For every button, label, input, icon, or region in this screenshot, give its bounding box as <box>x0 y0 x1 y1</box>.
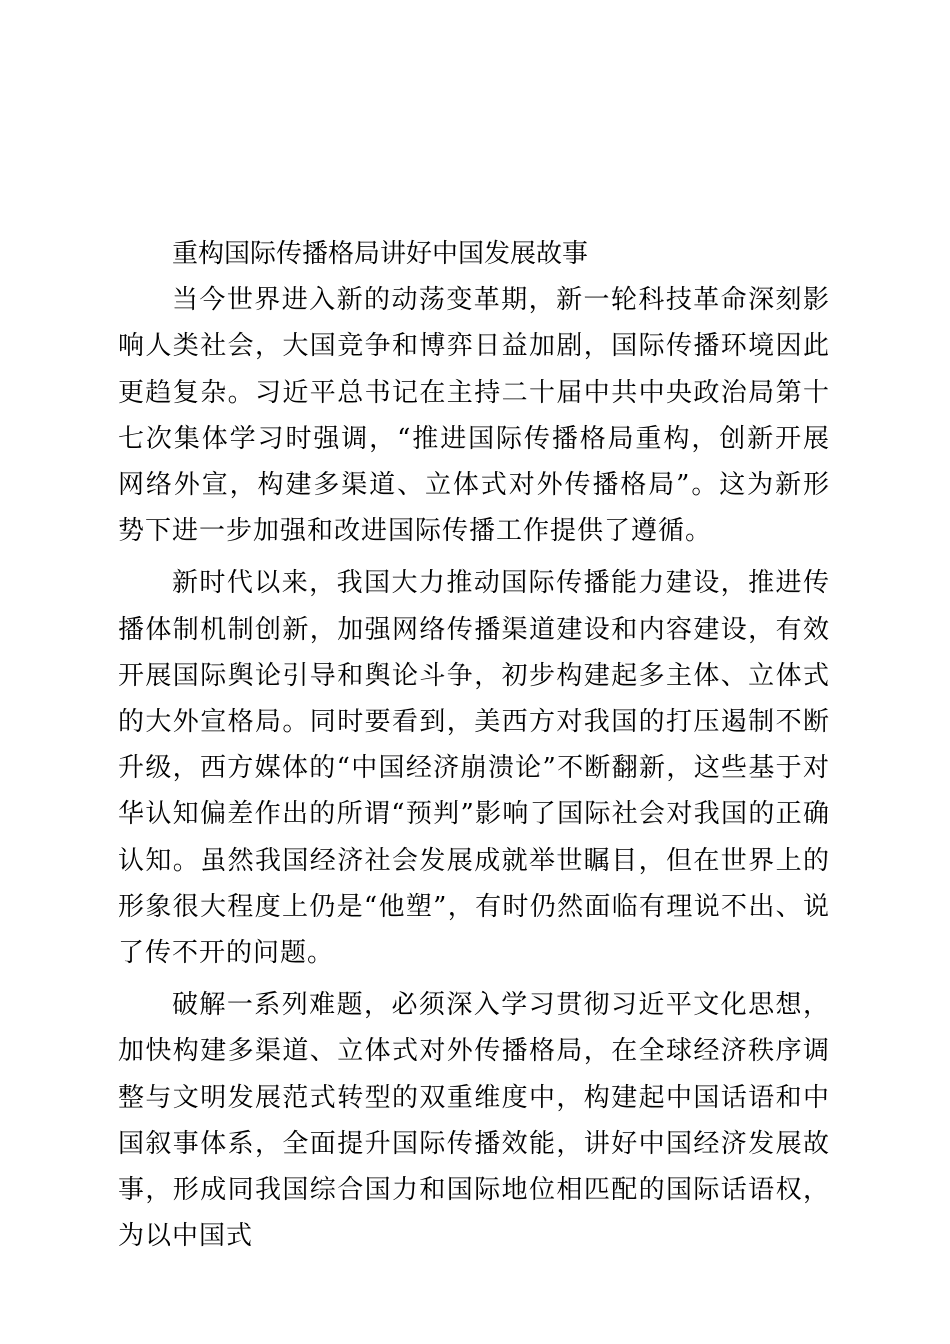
paragraph-3: 破解一系列难题，必须深入学习贯彻习近平文化思想，加快构建多渠道、立体式对外传播格局，在全球经济秩序调整与文明发展范式转型的双重维度中，构建起中国话语和中国叙事体系，全面提升国际传播效能，讲好中国经济发展故事，形成同我国综合国力和国际地位相匹配的国际话语权，为以中国式 <box>118 990 830 1252</box>
paragraph-2: 新时代以来，我国大力推动国际传播能力建设，推进传播体制机制创新，加强网络传播渠道建设和内容建设，有效开展国际舆论引导和舆论斗争，初步构建起多主体、立体式的大外宣格局。同时要看到，美西方对我国的打压遏制不断升级，西方媒体的“中国经济崩溃论”不断翻新，这些基于对华认知偏差作出的所谓“预判”影响了国际社会对我国的正确认知。虽然我国经济社会发展成就举世瞩目，但在世界上的形象很大程度上仍是“他塑”，有时仍然面临有理说不出、说了传不开的问题。 <box>118 568 830 969</box>
document-body <box>118 231 830 1259</box>
document-title: 重构国际传播格局讲好中国发展故事 <box>172 239 589 269</box>
paragraph-1: 当今世界进入新的动荡变革期，新一轮科技革命深刻影响人类社会，大国竞争和博弈日益加剧，国际传播环境因此更趋复杂。习近平总书记在主持二十届中共中央政治局第十七次集体学习时强调，“推进国际传播格局重构，创新开展网络外宣，构建多渠道、立体式对外传播格局”。这为新形势下进一步加强和改进国际传播工作提供了遵循。 <box>118 285 830 547</box>
